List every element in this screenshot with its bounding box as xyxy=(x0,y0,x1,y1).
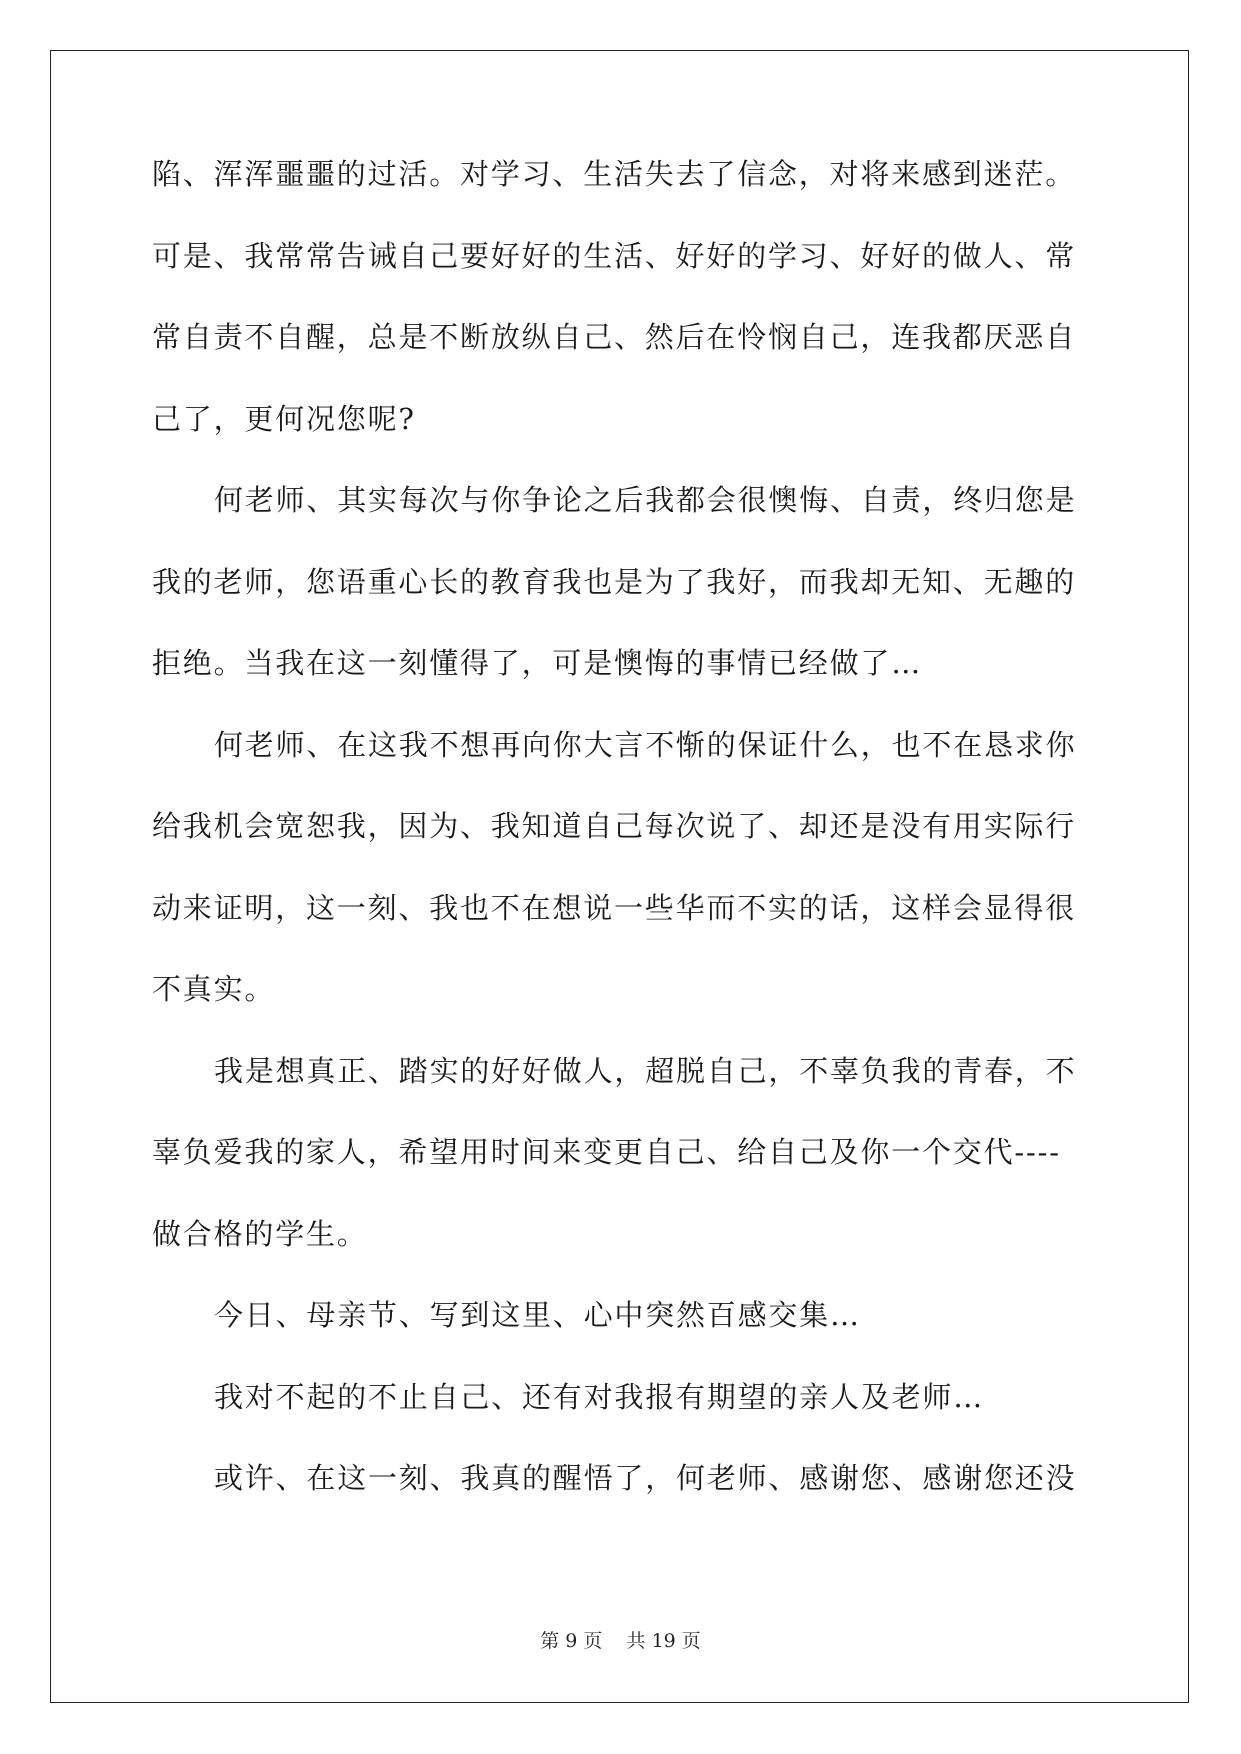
text-line: 我的老师，您语重心长的教育我也是为了我好，而我却无知、无趣的 xyxy=(152,564,1077,599)
text-line: 我对不起的不止自己、还有对我报有期望的亲人及老师… xyxy=(214,1379,985,1414)
text-line: 今日、母亲节、写到这里、心中突然百感交集… xyxy=(214,1298,861,1332)
page-number-footer: 第 9 页 共 19 页 xyxy=(540,1630,701,1652)
text-line: 常自责不自醒，总是不断放纵自己、然后在怜悯自己，连我都厌恶自 xyxy=(152,320,1077,354)
text-line: 何老师、在这我不想再向你大言不惭的保证什么，也不在恳求你 xyxy=(214,727,1077,762)
document-body xyxy=(152,152,1087,1538)
text-line: 或许、在这一刻、我真的醒悟了，何老师、感谢您、感谢您还没 xyxy=(214,1461,1077,1495)
text-line: 我是想真正、踏实的好好做人，超脱自己，不辜负我的青春，不 xyxy=(214,1053,1077,1088)
text-line: 己了，更何况您呢? xyxy=(152,401,416,436)
text-line: 不真实。 xyxy=(152,972,276,1006)
text-line: 给我机会宽恕我，因为、我知道自己每次说了、却还是没有用实际行 xyxy=(152,809,1077,843)
text-line: 动来证明，这一刻、我也不在想说一些华而不实的话，这样会显得很 xyxy=(152,890,1077,925)
text-line: 辜负爱我的家人，希望用时间来变更自己、给自己及你一个交代---- xyxy=(152,1135,1061,1169)
text-line: 做合格的学生。 xyxy=(152,1216,368,1251)
text-line: 陷、浑浑噩噩的过活。对学习、生活失去了信念，对将来感到迷茫。 xyxy=(152,157,1077,191)
text-line: 拒绝。当我在这一刻懂得了，可是懊悔的事情已经做了… xyxy=(152,646,923,680)
text-line: 何老师、其实每次与你争论之后我都会很懊悔、自责，终归您是 xyxy=(214,483,1077,517)
text-line: 可是、我常常告诫自己要好好的生活、好好的学习、好好的做人、常 xyxy=(152,238,1077,273)
